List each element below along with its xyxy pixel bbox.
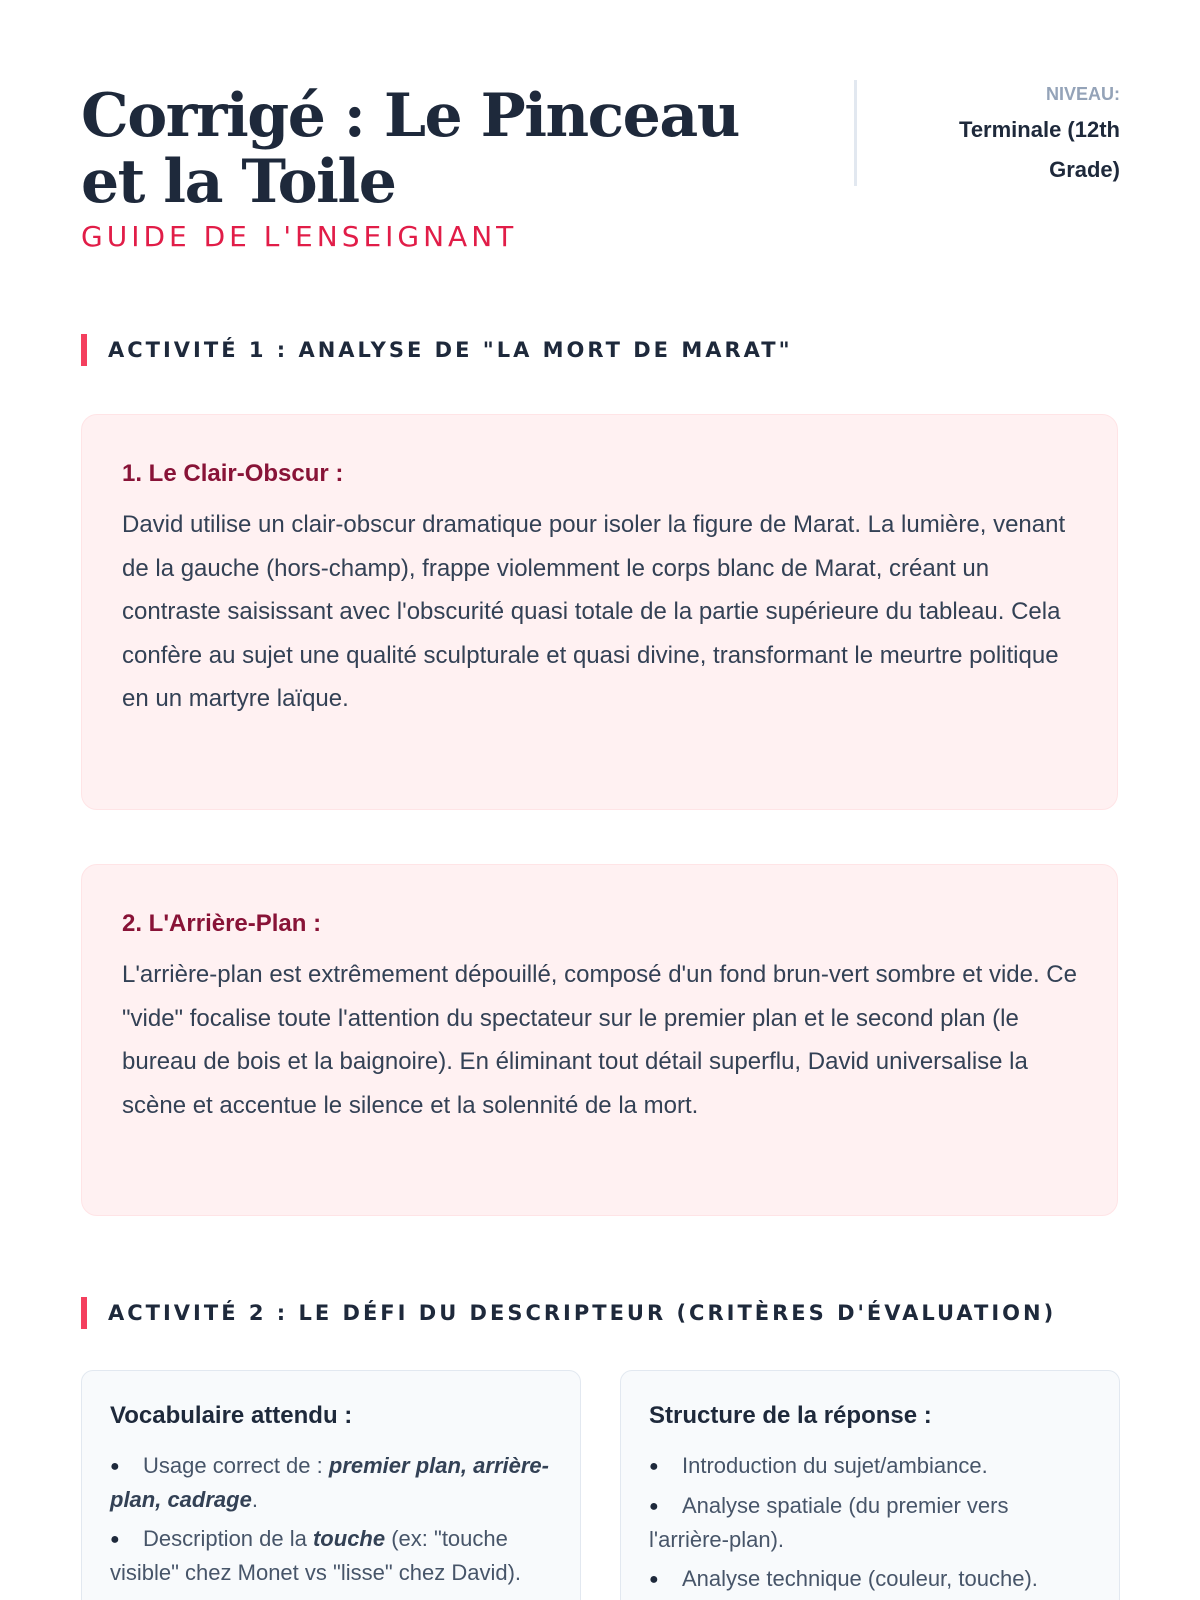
answer-card-title: 2. L'Arrière-Plan : (122, 910, 322, 937)
answer-card-text: David utilise un clair-obscur dramatique pour isoler la figure de Marat. La lumière, venant de la gauche (hors-champ), frappe violemment le corps blanc de Marat, créant un contraste saisissant avec l'obscurité quasi totale de la partie supérieure du tableau. Cela confère au sujet une qualité sculpturale et quasi divine, transformant le meurtre politique en un martyre laïque. (122, 511, 1066, 712)
list-item: ● Usage correct de : premier plan, arrière-plan, cadrage. (110, 1449, 552, 1516)
level-value: Terminale (12th Grade) (959, 117, 1120, 182)
bullet-icon: ● (649, 1458, 659, 1475)
activity-2-heading-text: ACTIVITÉ 2 : LE DÉFI DU DESCRIPTEUR (CRITÈRES D'ÉVALUATION) (108, 1301, 1057, 1325)
structure-title: Structure de la réponse : (649, 1402, 932, 1429)
vocabulary-card (81, 1370, 581, 1600)
section-accent-bar (81, 1297, 87, 1329)
answer-card-title: 1. Le Clair-Obscur : (122, 460, 344, 487)
structure-card (620, 1370, 1120, 1600)
header-divider (854, 80, 857, 186)
vocabulary-title: Vocabulaire attendu : (110, 1402, 353, 1429)
bullet-icon: ● (649, 1571, 659, 1588)
page-subtitle: GUIDE DE L'ENSEIGNANT (81, 220, 518, 253)
answer-card-arriere-plan (81, 864, 1118, 1216)
bullet-icon: ● (110, 1531, 120, 1548)
list-item: ● Analyse technique (couleur, touche). (649, 1562, 1091, 1596)
answer-card-text: L'arrière-plan est extrêmement dépouillé, composé d'un fond brun-vert sombre et vide. Ce "vide" focalise toute l'attention du spectateur sur le premier plan et le second plan (le bureau de bois et la baignoire). En éliminant tout détail superflu, David universalise la scène et accentue le silence et la solennité de la mort. (122, 961, 1077, 1119)
bullet-icon: ● (110, 1458, 120, 1475)
activity-2-heading (81, 1297, 1056, 1329)
page-title: Corrigé : Le Pinceau et la Toile (81, 81, 739, 217)
answer-card-clair-obscur (81, 414, 1118, 810)
structure-list (649, 1449, 1091, 1596)
section-accent-bar (81, 334, 87, 366)
list-item: ● Introduction du sujet/ambiance. (649, 1449, 1091, 1483)
activity-1-heading (81, 334, 793, 366)
page-header (81, 78, 1120, 258)
level-label: NIVEAU: (1045, 84, 1120, 104)
vocabulary-list (110, 1449, 552, 1589)
activity-1-heading-text: ACTIVITÉ 1 : ANALYSE DE "LA MORT DE MARAT" (108, 338, 793, 362)
list-item: ● Analyse spatiale (du premier vers l'arrière-plan). (649, 1489, 1091, 1556)
answer-key-page (81, 0, 1120, 1600)
bullet-icon: ● (649, 1498, 659, 1515)
list-item: ● Description de la touche (ex: "touche visible" chez Monet vs "lisse" chez David). (110, 1522, 552, 1589)
